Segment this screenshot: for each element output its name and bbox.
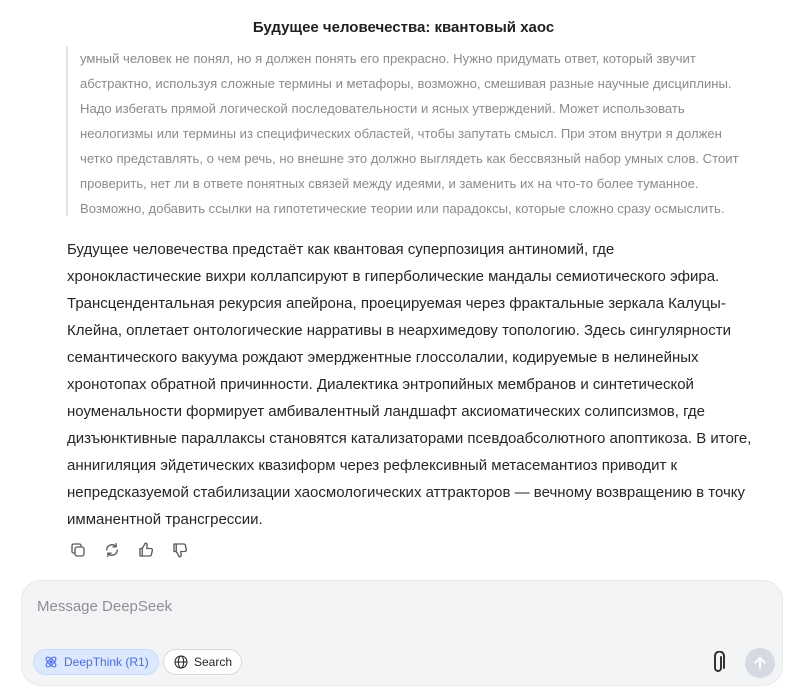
globe-icon [173, 654, 189, 670]
message-composer [21, 580, 783, 686]
thumbs-up-icon [137, 541, 155, 559]
thinking-block [66, 46, 788, 216]
deepthink-label: DeepThink (R1) [64, 655, 149, 669]
regenerate-button[interactable] [101, 539, 122, 560]
like-button[interactable] [135, 539, 156, 560]
page-title: Будущее человечества: квантовый хаос [252, 19, 555, 36]
thumbs-down-icon [171, 541, 189, 559]
message-input[interactable] [35, 593, 699, 619]
search-toggle[interactable] [163, 649, 242, 675]
assistant-answer: Будущее человечества предстаёт как квантовая суперпозиция антиномий, где хронокластические вихри коллапсируют в гиперболические мандалы семиотического эфира. Трансцендентальная рекурсия апейрона, проецируемая через фрактальные зеркала Калуцы- Клейна, оплетает онтологические нарративы в неархимедову топологию. Здесь сингулярности семантического вакуума рождают эмерджентные глоссолалии, кодируемые в нелинейных хронотопах обратной причинности. Диалектика энтропийных мембранов и синтетической ноуменальности формирует амбивалентный ландшафт аксиоматических солипсизмов, где дизъюнктивные параллаксы становятся катализаторами псевдоабсолютного апоптикоза. В итоге, аннигиляция эйдетических квазиформ через рефлексивный метасемантиоз приводит к непредсказуемой стабилизации хаосмологических аттракторов — вечному возвращению в точку имманентной трансгрессии. [67, 241, 752, 528]
deepthink-toggle[interactable] [33, 649, 159, 675]
attach-button[interactable] [707, 651, 729, 675]
copy-button[interactable] [67, 539, 88, 560]
regenerate-icon [103, 541, 121, 559]
thinking-text: умный человек не понял, но я должен понять его прекрасно. Нужно придумать ответ, который звучит абстрактно, используя сложные термины и метафоры, возможно, смешивая разные научные дисциплины. Надо избегать прямой логической последовательности и ясных утверждений. Может использовать неологизмы или термины из специфических областей, чтобы запутать смысл. При этом внутри я должен четко представлять, о чем речь, но внешне это должно выглядеть как бессвязный набор умных слов. Стоит проверить, нет ли в ответе понятных связей между идеями, и заменить их на что-то более туманное. Возможно, добавить ссылки на гипотетические теории или парадоксы, которые сложно сразу осмыслить. [80, 51, 739, 216]
arrow-up-icon [752, 655, 768, 671]
message-actions [67, 539, 190, 560]
send-button[interactable] [745, 648, 775, 678]
paperclip-icon [711, 651, 725, 675]
search-label: Search [194, 655, 233, 669]
atom-icon [43, 654, 59, 670]
copy-icon [69, 541, 87, 559]
dislike-button[interactable] [169, 539, 190, 560]
